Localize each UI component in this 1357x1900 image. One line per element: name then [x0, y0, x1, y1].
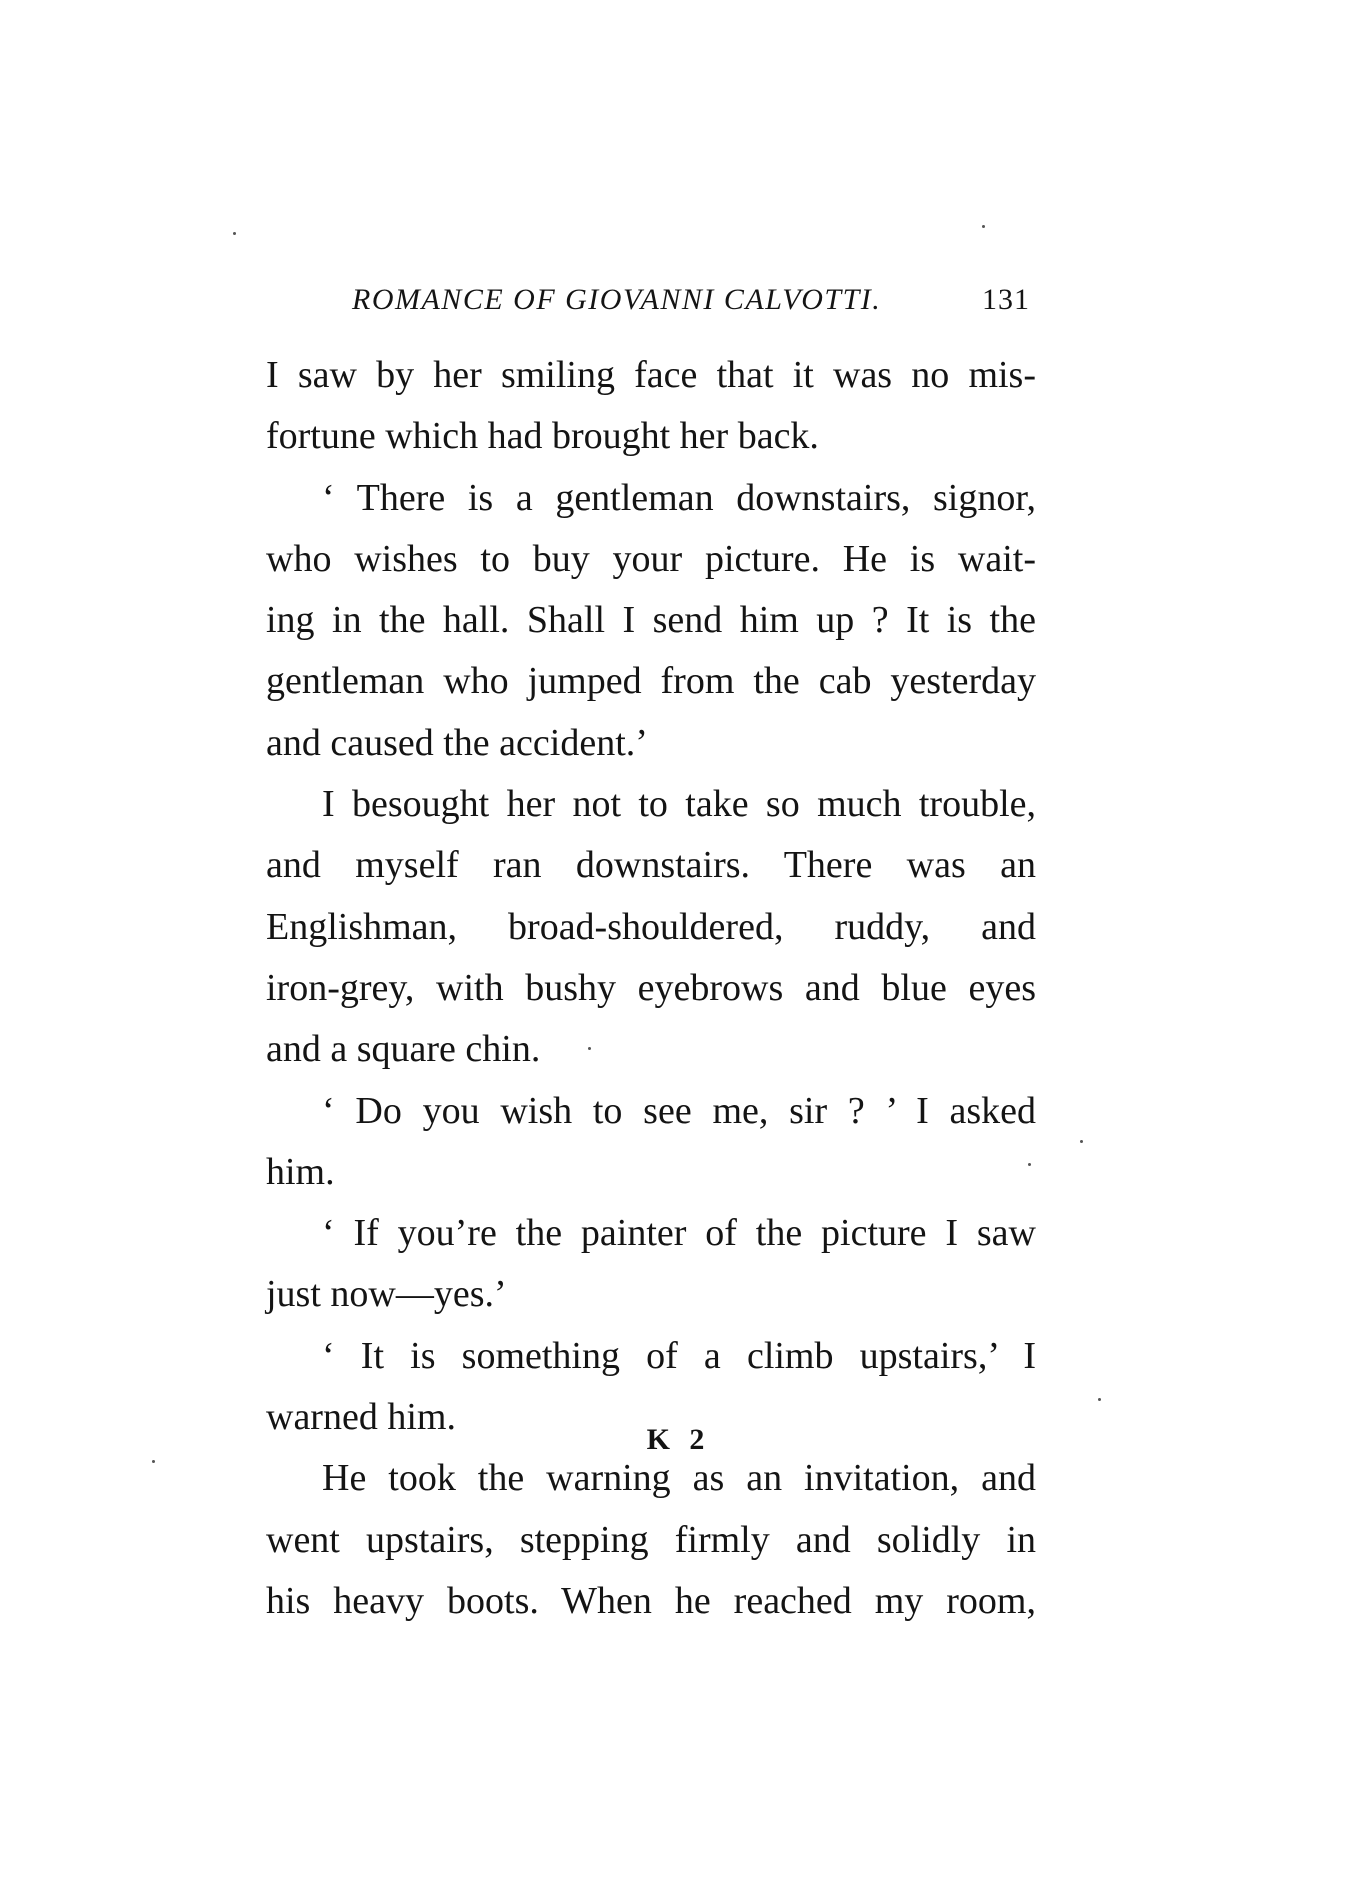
text-line: and myself ran downstairs. There was an — [266, 844, 1036, 887]
text-line: I saw by her smiling face that it was no mis- — [266, 354, 1036, 396]
text-line: ‘ There is a gentleman downstairs, signor, — [322, 476, 1036, 519]
text-line: He took the warning as an invitation, and — [322, 1457, 1036, 1500]
text-line: iron-grey, with bushy eyebrows and blue eyes — [266, 966, 1036, 1009]
text-line: and a square chin. — [266, 1028, 541, 1071]
text-line: fortune which had brought her back. — [266, 415, 819, 458]
scan-speck — [233, 232, 236, 235]
text-line: went upstairs, stepping firmly and solidly in — [266, 1518, 1036, 1561]
text-line: ‘ Do you wish to see me, sir ? ’ I asked — [322, 1089, 1036, 1132]
scan-speck — [1098, 1398, 1101, 1401]
scan-speck — [1080, 1140, 1083, 1143]
scan-speck — [1028, 1163, 1031, 1166]
scan-speck — [588, 1047, 591, 1050]
text-line: and caused the accident.’ — [266, 721, 648, 764]
scan-speck — [982, 225, 985, 228]
text-line: him. — [266, 1150, 335, 1193]
page-number: 131 — [982, 283, 1030, 316]
text-line: gentleman who jumped from the cab yesterday — [266, 660, 1036, 703]
text-line: ing in the hall. Shall I send him up ? It is the — [266, 599, 1036, 642]
text-line: just now—yes.’ — [266, 1273, 507, 1316]
running-head — [352, 280, 1052, 320]
running-head-title: ROMANCE OF GIOVANNI CALVOTTI. — [352, 283, 882, 316]
signature-mark: K 2 — [646, 1423, 711, 1456]
text-line: Englishman, broad-shouldered, ruddy, and — [266, 905, 1036, 948]
text-line: warned him. — [266, 1396, 456, 1439]
scan-speck — [152, 1460, 155, 1463]
text-line: who wishes to buy your picture. He is wait- — [266, 537, 1036, 580]
text-line: ‘ It is something of a climb upstairs,’ I — [322, 1334, 1036, 1377]
text-line: ‘ If you’re the painter of the picture I saw — [322, 1212, 1036, 1255]
text-line: his heavy boots. When he reached my room, — [266, 1579, 1036, 1622]
text-line: I besought her not to take so much trouble, — [322, 783, 1036, 826]
